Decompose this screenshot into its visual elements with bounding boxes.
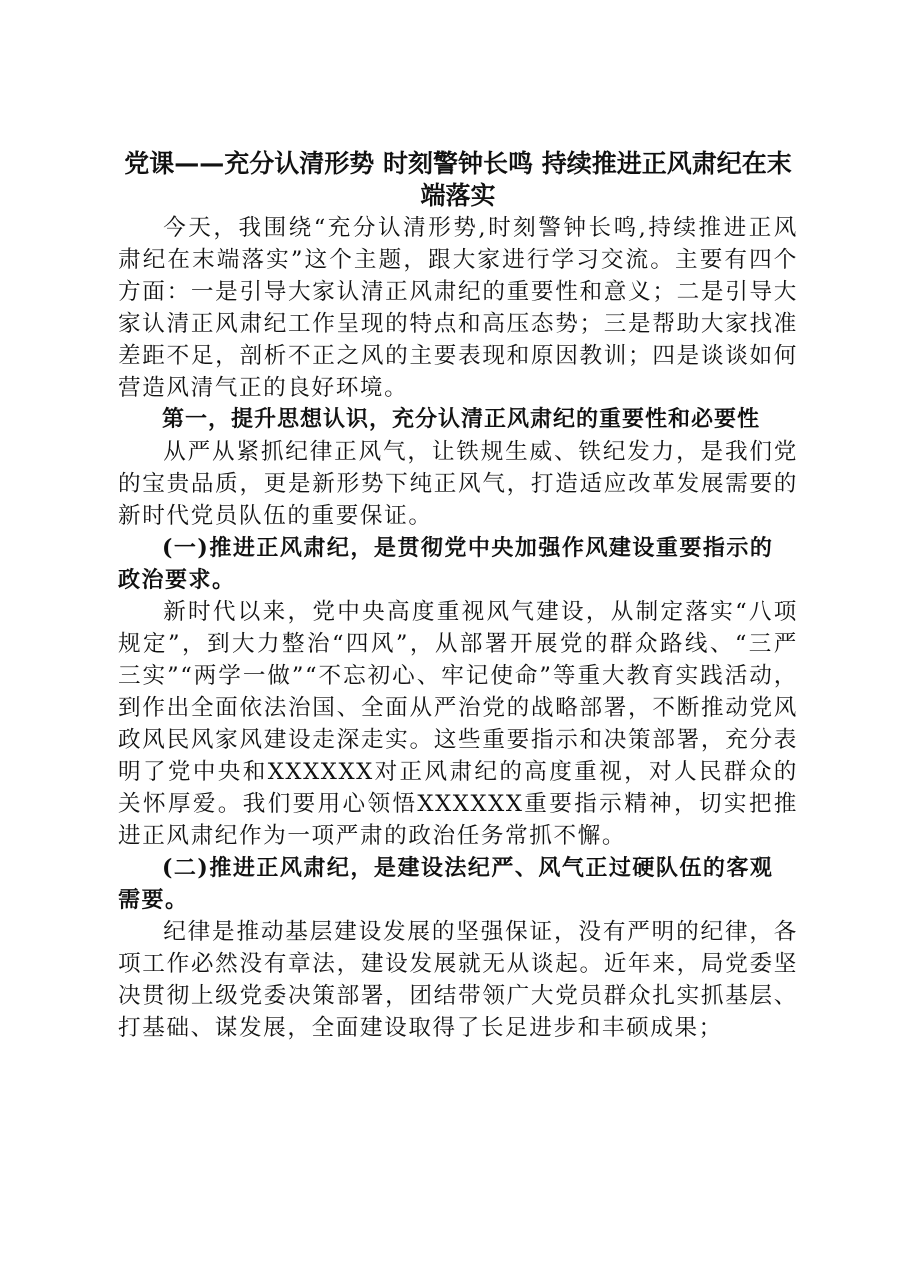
subsection-2-paragraph: 纪律是推动基层建设发展的坚强保证，没有严明的纪律，各项工作必然没有章法，建设发展就无从谈起。近年来，局党委坚决贯彻上级党委决策部署，团结带领广大党员群众扎实抓基层、打基础、谋发展，全面建设取得了长足进步和丰硕成果； — [118, 919, 798, 1041]
section-1-heading: 第一，提升思想认识，充分认清正风肃纪的重要性和必要性 — [162, 407, 761, 432]
subsection-2-heading: (二)推进正风肃纪，是建设法纪严、风气正过硬队伍的客观需要。 — [118, 855, 774, 913]
intro-paragraph: 今天，我围绕“充分认清形势,时刻警钟长鸣,持续推进正风肃纪在末端落实”这个主题，跟大家进行学习交流。主要有四个方面：一是引导大家认清正风肃纪的重要性和意义；二是引导大家认清正风肃纪工作呈现的特点和高压态势；三是帮助大家找准差距不足，剖析不正之风的主要表现和原因教训；四是谈谈如何营造风清气正的良好环境。 — [118, 215, 798, 401]
subsection-1-paragraph: 新时代以来，党中央高度重视风气建设，从制定落实“八项规定”，到大力整治“四风”，从部署开展党的群众路线、“三严三实”“两学一做”“不忘初心、牢记使命”等重大教育实践活动，到作出全面依法治国、全面从严治党的战略部署，不断推动党风政风民风家风建设走深走实。这些重要指示和决策部署，充分表明了党中央和XXXXXX对正风肃纪的高度重视，对人民群众的关怀厚爱。我们要用心领悟XXXXXX重要指示精神，切实把推进正风肃纪作为一项严肃的政治任务常抓不懈。 — [118, 599, 798, 849]
document-page — [118, 148, 798, 1044]
subsection-1-heading: (一)推进正风肃纪，是贯彻党中央加强作风建设重要指示的政治要求。 — [118, 535, 774, 593]
document-title: 党课——充分认清形势 时刻警钟长鸣 持续推进正风肃纪在末端落实 — [124, 149, 792, 210]
section-1-paragraph: 从严从紧抓纪律正风气，让铁规生威、铁纪发力，是我们党的宝贵品质，更是新形势下纯正风气，打造适应改革发展需要的新时代党员队伍的重要保证。 — [118, 439, 798, 529]
